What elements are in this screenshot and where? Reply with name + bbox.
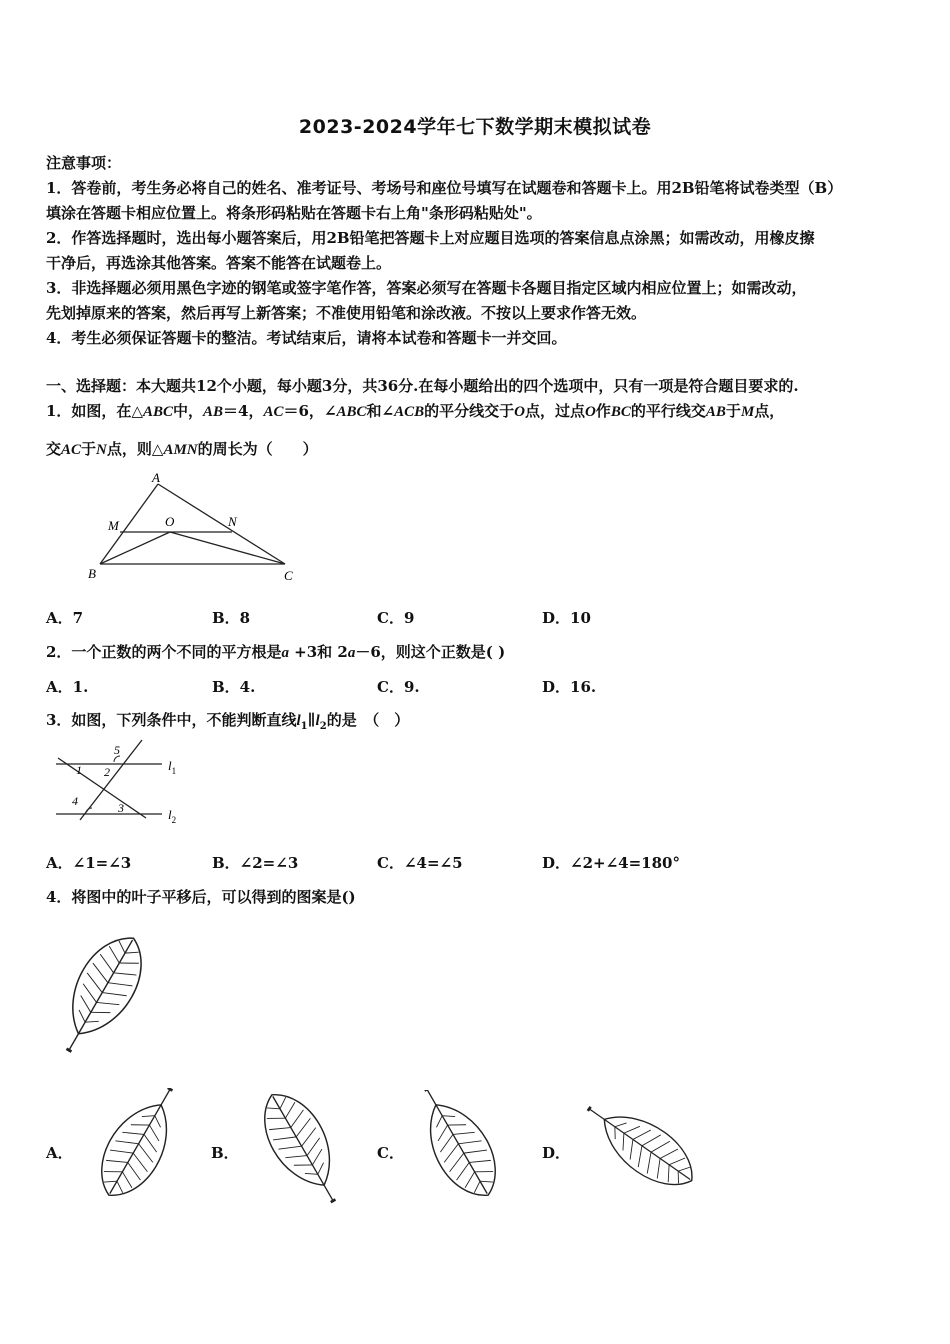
question-3-text: 3．如图，下列条件中，不能判断直线$l_1\parallel l_2$的是 （ ） bbox=[46, 711, 410, 732]
original-leaf bbox=[44, 924, 174, 1060]
option-a[interactable]: A．∠1=∠3 bbox=[46, 854, 132, 872]
triangle-figure bbox=[80, 468, 310, 588]
notice-heading: 注意事项： bbox=[46, 154, 122, 172]
option-c[interactable]: C． bbox=[377, 1144, 404, 1162]
label-b: B bbox=[88, 566, 96, 581]
option-d[interactable]: D．16. bbox=[542, 678, 597, 696]
option-d[interactable]: D． bbox=[542, 1144, 571, 1162]
section-heading: 一、选择题：本大题共12个小题，每小题3分，共36分.在每小题给出的四个选项中，只有一项是符合题目要求的. bbox=[46, 377, 799, 395]
option-c[interactable]: C．∠4=∠5 bbox=[377, 854, 463, 872]
notice-line: 填涂在答题卡相应位置上。将条形码粘贴在答题卡右上角"条形码粘贴处"。 bbox=[46, 204, 542, 222]
angle-2: 2 bbox=[104, 765, 110, 779]
label-o: O bbox=[165, 514, 175, 529]
option-a[interactable]: A． bbox=[46, 1144, 73, 1162]
label-l1: $l_1$ bbox=[168, 758, 177, 776]
label-n: N bbox=[228, 514, 237, 529]
option-a[interactable]: A．1. bbox=[46, 678, 89, 696]
option-d[interactable]: D．10 bbox=[542, 609, 591, 627]
option-a[interactable]: A．7 bbox=[46, 609, 84, 627]
leaf-option-c bbox=[410, 1090, 520, 1218]
option-c[interactable]: C．9 bbox=[377, 609, 415, 627]
label-l2: $l_2$ bbox=[168, 807, 177, 825]
option-b[interactable]: B． bbox=[211, 1144, 239, 1162]
segment-oc bbox=[170, 532, 285, 564]
notice-line: 干净后，再选涂其他答案。答案不能答在试题卷上。 bbox=[46, 254, 392, 272]
leaf-option-d bbox=[582, 1098, 718, 1208]
question-1-text: 1．如图，在△ABC中，AB＝4，AC＝6，∠ABC和∠ACB的平分线交于O点，过点O作BC的平行线交AB于M点， bbox=[46, 402, 785, 420]
question-1-text-cont: 交AC于N点，则△AMN的周长为（ ） bbox=[46, 440, 318, 458]
leaf-option-b bbox=[240, 1080, 360, 1212]
label-a: A bbox=[152, 470, 160, 485]
notice-line: 4．考生必须保证答题卡的整洁。考试结束后，请将本试卷和答题卡一并交回。 bbox=[46, 329, 567, 347]
segment-bo bbox=[100, 532, 170, 564]
leaf-option-a bbox=[80, 1088, 190, 1218]
angle-5: 5 bbox=[114, 743, 120, 757]
page-title: 2023-2024学年七下数学期末模拟试卷 bbox=[298, 116, 652, 138]
side-ac bbox=[158, 484, 285, 564]
notice-line: 3．非选择题必须用黑色字迹的钢笔或签字笔作答，答案必须写在答题卡各题目指定区域内相应位置上；如需改动， bbox=[46, 279, 807, 297]
notice-line: 先划掉原来的答案，然后再写上新答案；不准使用铅笔和涂改液。不按以上要求作答无效。 bbox=[46, 304, 647, 322]
parallel-lines-figure bbox=[50, 738, 200, 830]
option-b[interactable]: B．8 bbox=[212, 609, 251, 627]
notice-line: 2．作答选择题时，选出每小题答案后，用2B铅笔把答题卡上对应题目选项的答案信息点涂黑；如需改动，用橡皮擦 bbox=[46, 229, 815, 247]
angle-1: 1 bbox=[76, 763, 82, 777]
option-b[interactable]: B．∠2=∠3 bbox=[212, 854, 299, 872]
option-b[interactable]: B．4. bbox=[212, 678, 256, 696]
label-m: M bbox=[108, 518, 119, 533]
question-4-text: 4．将图中的叶子平移后，可以得到的图案是() bbox=[46, 888, 356, 906]
option-d[interactable]: D．∠2+∠4=180° bbox=[542, 854, 680, 872]
notice-line: 1．答卷前，考生务必将自己的姓名、准考证号、考场号和座位号填写在试题卷和答题卡上。用2B铅笔将试卷类型（B） bbox=[46, 179, 843, 197]
label-c: C bbox=[284, 568, 293, 583]
question-2-text: 2．一个正数的两个不同的平方根是a +3和 2a－6，则这个正数是( ) bbox=[46, 643, 506, 661]
angle-3: 3 bbox=[118, 801, 124, 815]
transversal-2 bbox=[58, 758, 146, 818]
angle-4: 4 bbox=[72, 794, 78, 808]
option-c[interactable]: C．9. bbox=[377, 678, 420, 696]
